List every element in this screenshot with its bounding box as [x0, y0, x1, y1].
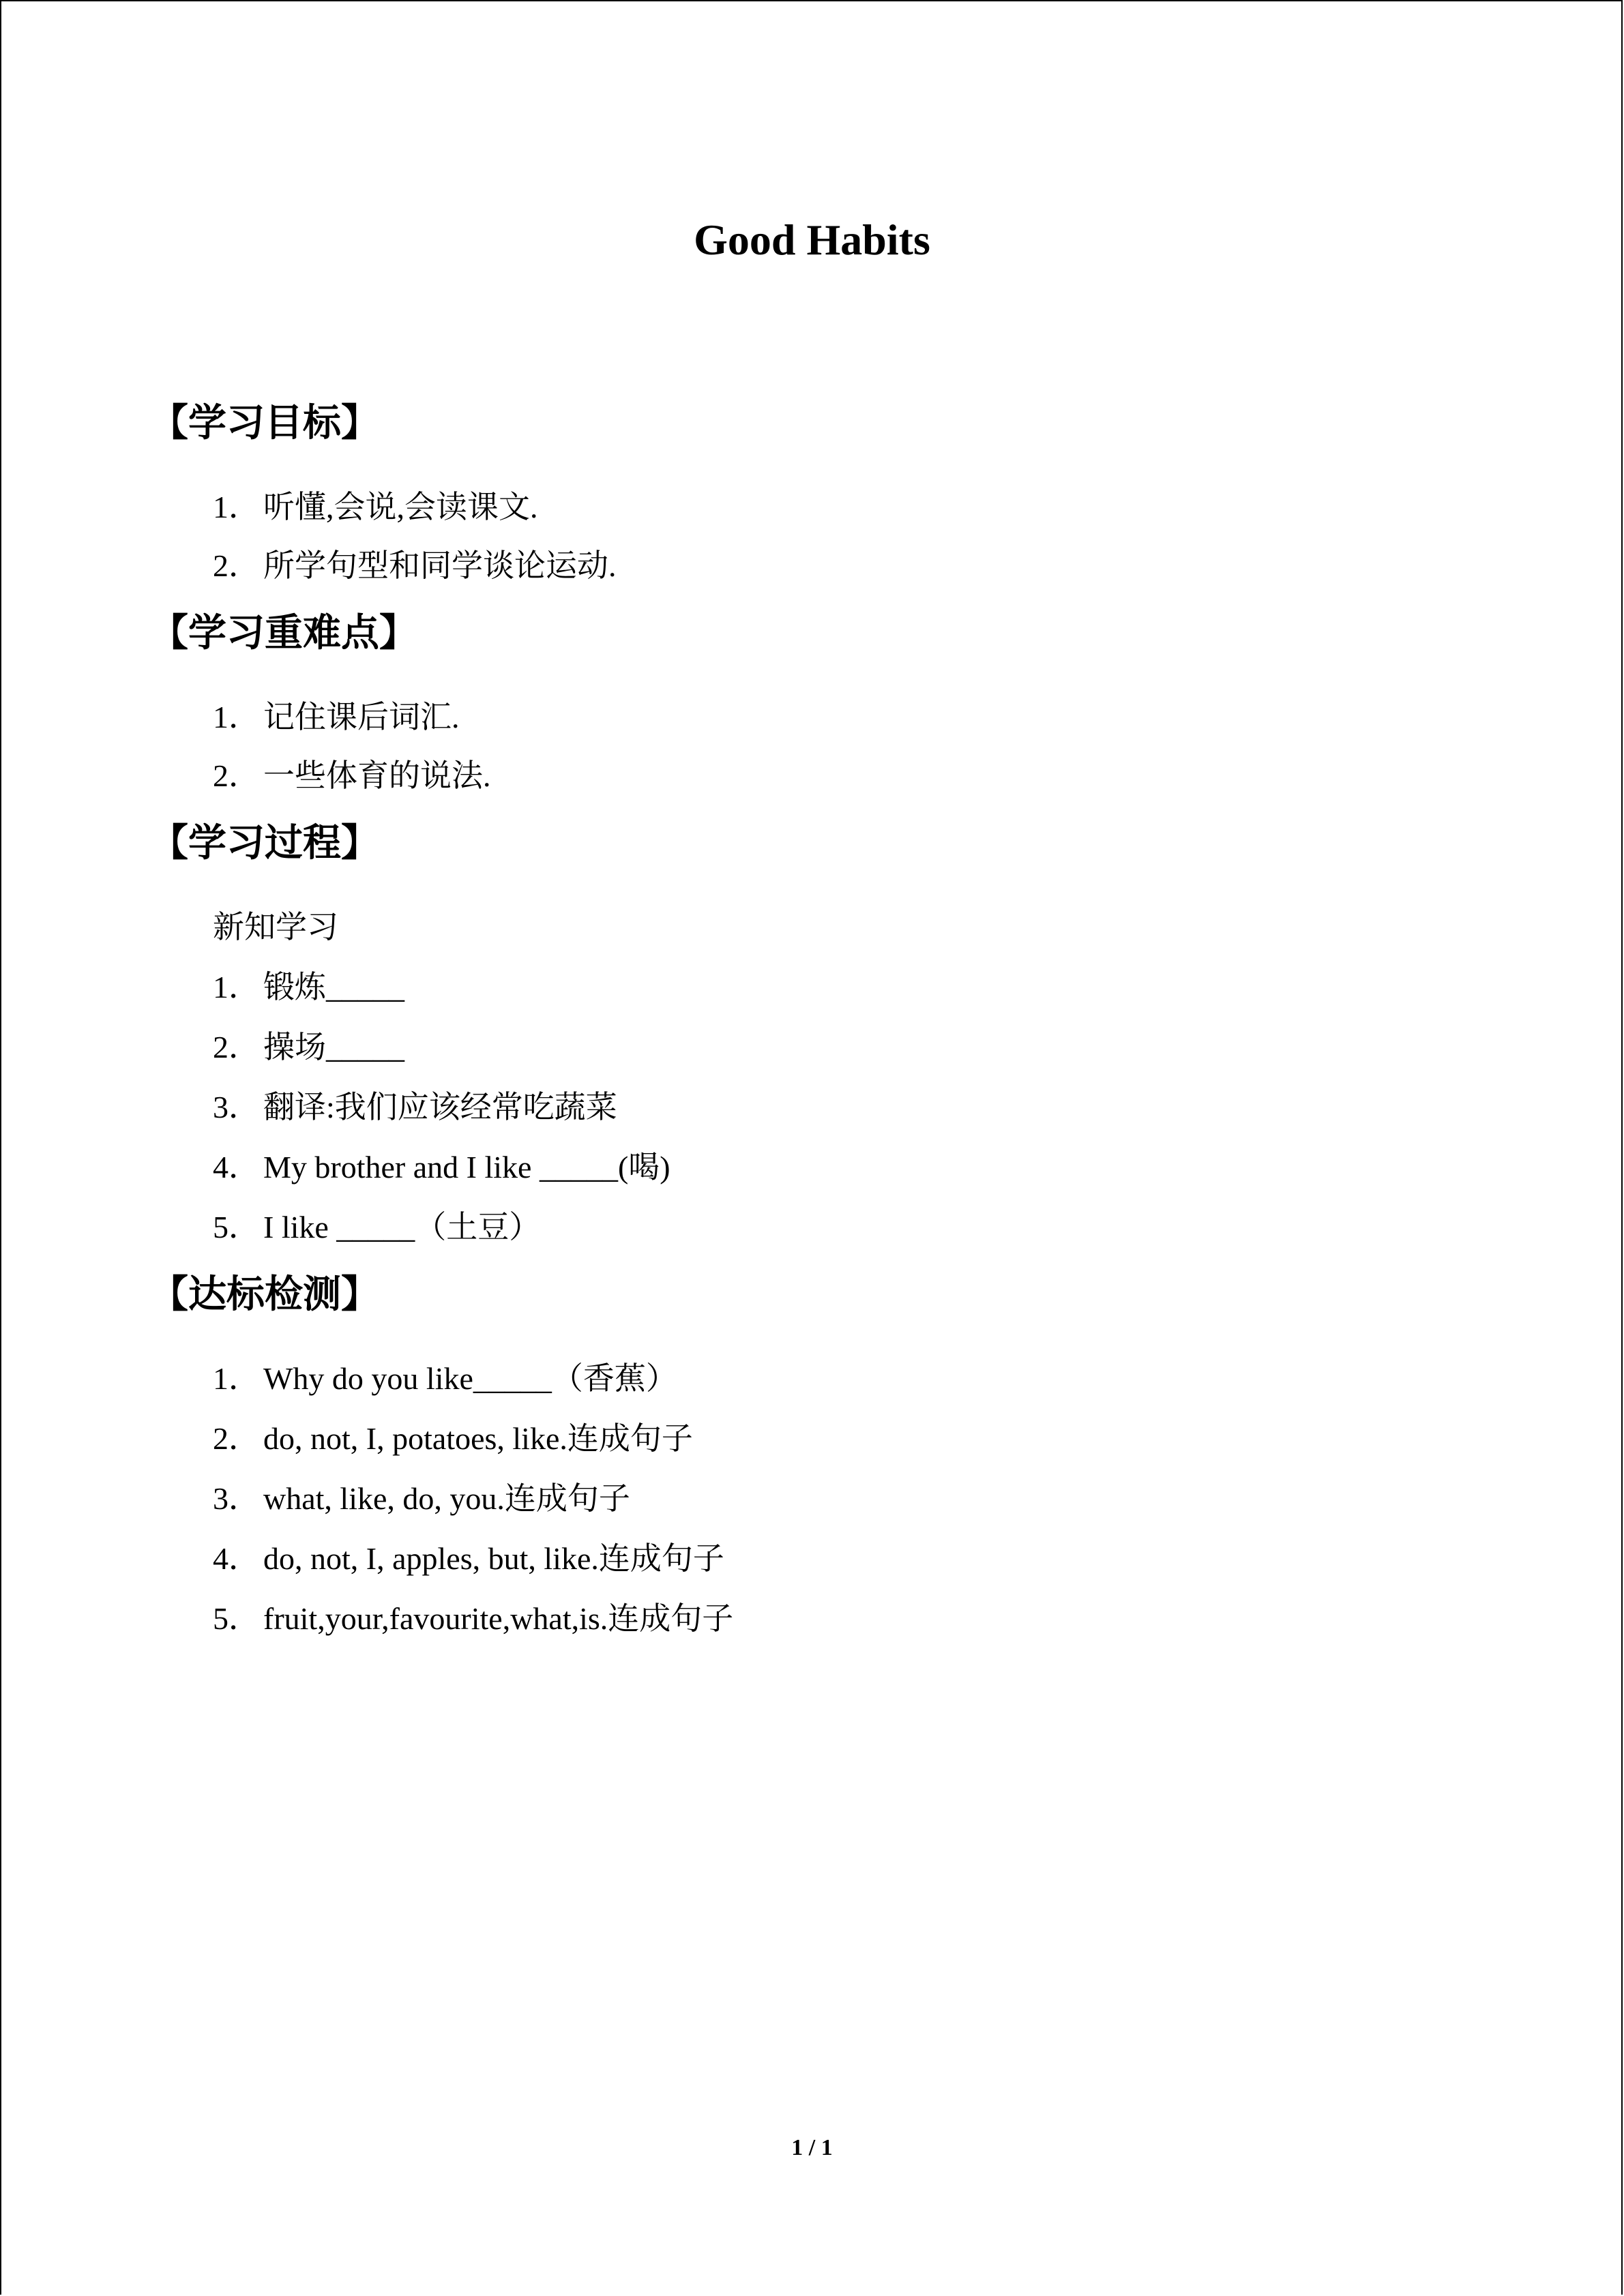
item-text: 记住课后词汇.: [263, 700, 460, 734]
test-item: [213, 1538, 724, 1579]
item-text: 操场_____: [263, 1030, 404, 1064]
item-number: 1．: [213, 490, 260, 524]
item-number: 1．: [213, 700, 260, 734]
item-text: 所学句型和同学谈论运动.: [263, 548, 617, 583]
process-item: [213, 1087, 617, 1128]
item-text: 翻译:我们应该经常吃蔬菜: [263, 1090, 617, 1124]
section-heading-test: 【达标检测】: [150, 1272, 379, 1317]
item-number: 1．: [213, 1361, 260, 1396]
key-points-item: [213, 756, 491, 796]
test-item: [213, 1418, 693, 1459]
page-number: 1 / 1: [791, 2135, 833, 2160]
process-subheading: 新知学习: [213, 910, 338, 944]
process-item: [213, 1027, 404, 1068]
item-text: 一些体育的说法.: [263, 758, 491, 793]
item-text: what, like, do, you.连成句子: [263, 1481, 630, 1516]
process-item: [213, 1147, 670, 1188]
item-number: 5．: [213, 1210, 260, 1244]
test-item: [213, 1358, 677, 1399]
test-item: [213, 1478, 630, 1519]
section-heading-goals: 【学习目标】: [150, 401, 379, 445]
item-number: 4．: [213, 1150, 260, 1184]
item-text: Why do you like_____（香蕉）: [263, 1361, 677, 1396]
test-item: [213, 1598, 733, 1639]
item-number: 2．: [213, 1030, 260, 1064]
item-number: 3．: [213, 1090, 260, 1124]
item-text: do, not, I, apples, but, like.连成句子: [263, 1541, 724, 1576]
item-text: I like _____（土豆）: [263, 1210, 541, 1244]
section-heading-process: 【学习过程】: [150, 821, 379, 865]
item-number: 2．: [213, 548, 260, 583]
process-item: [213, 1207, 540, 1248]
item-text: 听懂,会说,会读课文.: [263, 490, 538, 524]
item-text: fruit,your,favourite,what,is.连成句子: [263, 1601, 734, 1636]
item-text: 锻炼_____: [263, 970, 404, 1004]
item-number: 3．: [213, 1481, 260, 1516]
item-number: 4．: [213, 1541, 260, 1576]
item-number: 2．: [213, 758, 260, 793]
item-number: 5．: [213, 1601, 260, 1636]
goals-item: [213, 546, 617, 586]
key-points-item: [213, 697, 460, 738]
item-number: 1．: [213, 970, 260, 1004]
item-text: My brother and I like _____(喝): [263, 1150, 670, 1184]
process-item: [213, 967, 404, 1008]
item-number: 2．: [213, 1421, 260, 1456]
item-text: do, not, I, potatoes, like.连成句子: [263, 1421, 693, 1456]
document-title: Good Habits: [694, 215, 930, 264]
goals-item: [213, 487, 538, 528]
section-heading-key-points: 【学习重难点】: [150, 611, 417, 655]
